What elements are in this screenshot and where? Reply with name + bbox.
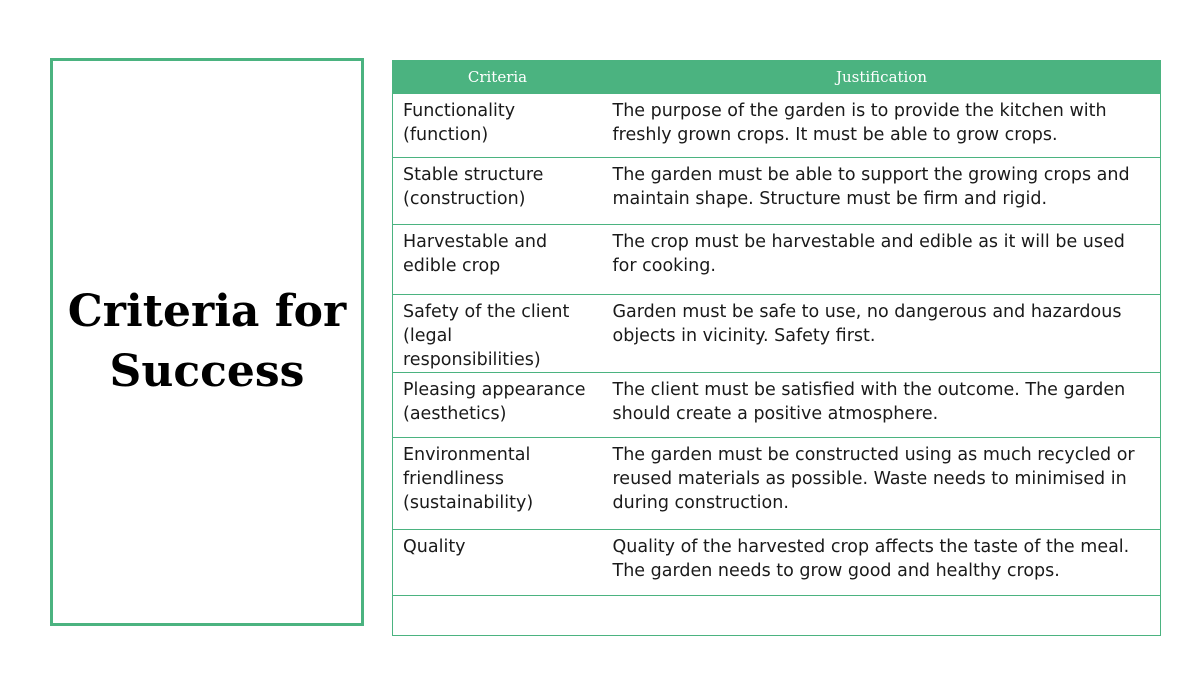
table-row [393, 438, 1161, 530]
criteria-cell [393, 94, 603, 158]
justification-cell [603, 158, 1161, 225]
justification-text: The client must be satisfied with the outcome. The garden should create a positive atmosphere. [612, 380, 1126, 424]
header-row [393, 61, 1161, 94]
criteria-cell [393, 438, 603, 530]
criteria-text: Quality [403, 537, 466, 557]
criteria-cell [393, 158, 603, 225]
justification-cell [603, 295, 1161, 373]
justification-cell [603, 225, 1161, 295]
criteria-cell [393, 596, 603, 636]
criteria-cell [393, 225, 603, 295]
table-body [393, 94, 1161, 636]
criteria-table-container [392, 60, 1160, 636]
criteria-text: Stable structure (construction) [403, 165, 544, 209]
table-row [393, 158, 1161, 225]
criteria-cell [393, 373, 603, 438]
header-justification: Justification [603, 61, 1161, 94]
justification-cell [603, 438, 1161, 530]
justification-text: Quality of the harvested crop affects the taste of the meal. The garden needs to grow good and healthy crops. [612, 537, 1130, 581]
page-title: Criteria for Success [67, 286, 347, 397]
justification-cell [603, 373, 1161, 438]
criteria-text: Pleasing appearance (aesthetics) [403, 380, 586, 424]
justification-text: The garden must be constructed using as much recycled or reused materials as possible. Waste needs to minimised in during construction. [612, 445, 1135, 513]
justification-cell [603, 94, 1161, 158]
criteria-table [392, 60, 1161, 636]
criteria-cell [393, 295, 603, 373]
criteria-text: Functionality (function) [403, 101, 516, 145]
criteria-text: Harvestable and edible crop [403, 232, 548, 276]
justification-text: Garden must be safe to use, no dangerous and hazardous objects in vicinity. Safety first. [612, 302, 1122, 346]
justification-text: The crop must be harvestable and edible as it will be used for cooking. [612, 232, 1125, 276]
table-row [393, 225, 1161, 295]
table-header [393, 61, 1161, 94]
justification-cell [603, 530, 1161, 596]
justification-text: The purpose of the garden is to provide the kitchen with freshly grown crops. It must be able to grow crops. [612, 101, 1107, 145]
criteria-text: Safety of the client (legal responsibilities) [403, 302, 570, 370]
table-row [393, 373, 1161, 438]
header-criteria: Criteria [393, 61, 603, 94]
criteria-cell [393, 530, 603, 596]
justification-cell [603, 596, 1161, 636]
title-panel [50, 58, 364, 626]
criteria-text: Environmental friendliness (sustainability) [403, 445, 534, 513]
table-row-empty [393, 596, 1161, 636]
justification-text: The garden must be able to support the growing crops and maintain shape. Structure must be firm and rigid. [612, 165, 1130, 209]
table-row [393, 295, 1161, 373]
table-row [393, 94, 1161, 158]
table-row [393, 530, 1161, 596]
